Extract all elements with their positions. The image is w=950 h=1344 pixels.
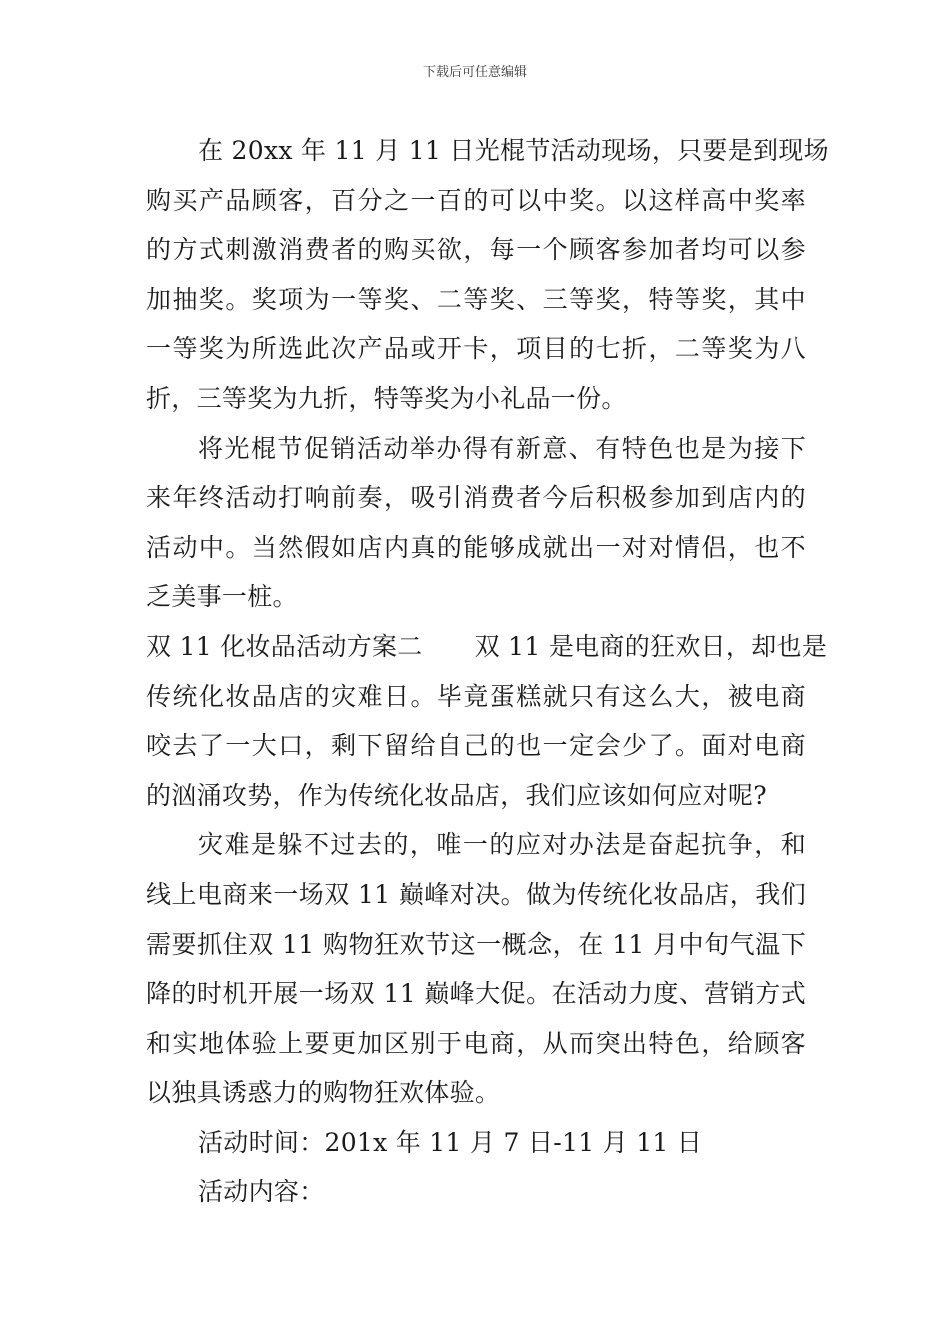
paragraph-6 — [146, 1167, 806, 1217]
text-line: 购买产品顾客，百分之一百的可以中奖。以这样高中奖率 — [146, 185, 806, 215]
text-line: 线上电商来一场双 11 巅峰对决。做为传统化妆品店，我们 — [146, 879, 806, 909]
text-line: 一等奖为所选此次产品或开卡，项目的七折，二等奖为八 — [146, 334, 806, 364]
text-line: 来年终活动打响前奏，吸引消费者今后积极参加到店内的 — [146, 483, 806, 513]
section-heading: 双 11 化妆品活动方案二 — [146, 631, 423, 661]
text-line: 乏美事一桩。 — [146, 582, 298, 612]
paragraph-1 — [146, 126, 829, 424]
text-line: 降的时机开展一场双 11 巅峰大促。在活动力度、营销方式 — [146, 979, 806, 1009]
text-line: 和实地体验上要更加区别于电商，从而突出特色，给顾客 — [146, 1028, 806, 1058]
paragraph-3 — [146, 622, 828, 820]
heading-line-rest: 双 11 是电商的狂欢日，却也是 — [474, 631, 828, 661]
text-line: 的汹涌攻势，作为传统化妆品店，我们应该如何应对呢? — [146, 780, 767, 810]
text-line: 加抽奖。奖项为一等奖、二等奖、三等奖，特等奖，其中 — [146, 284, 806, 314]
paragraph-4 — [146, 820, 806, 1118]
text-line: 折，三等奖为九折，特等奖为小礼品一份。 — [146, 383, 627, 413]
text-line: 的方式刺激消费者的购买欲，每一个顾客参加者均可以参 — [146, 235, 806, 265]
text-line: 在 20xx 年 11 月 11 日光棍节活动现场，只要是到现场 — [198, 136, 829, 165]
text-line: 需要抓住双 11 购物狂欢节这一概念，在 11 月中旬气温下 — [146, 929, 806, 959]
text-line: 将光棍节促销活动举办得有新意、有特色也是为接下 — [198, 433, 806, 463]
paragraph-5 — [146, 1118, 806, 1168]
text-line: 活动中。当然假如店内真的能够成就出一对对情侣，也不 — [146, 532, 806, 562]
text-line — [146, 622, 828, 672]
document-body — [146, 126, 829, 1217]
text-line: 以独具诱惑力的购物狂欢体验。 — [146, 1078, 501, 1108]
text-line: 咬去了一大口，剩下留给自己的也一定会少了。面对电商 — [146, 731, 806, 761]
text-line: 灾难是躲不过去的，唯一的应对办法是奋起抗争，和 — [198, 830, 806, 860]
activity-content-line: 活动内容： — [198, 1177, 325, 1207]
text-line: 传统化妆品店的灾难日。毕竟蛋糕就只有这么大，被电商 — [146, 681, 806, 711]
page-header-note: 下载后可任意编辑 — [422, 65, 527, 80]
activity-time-line: 活动时间：201x 年 11 月 7 日-11 月 11 日 — [198, 1127, 703, 1157]
paragraph-2 — [146, 424, 806, 622]
